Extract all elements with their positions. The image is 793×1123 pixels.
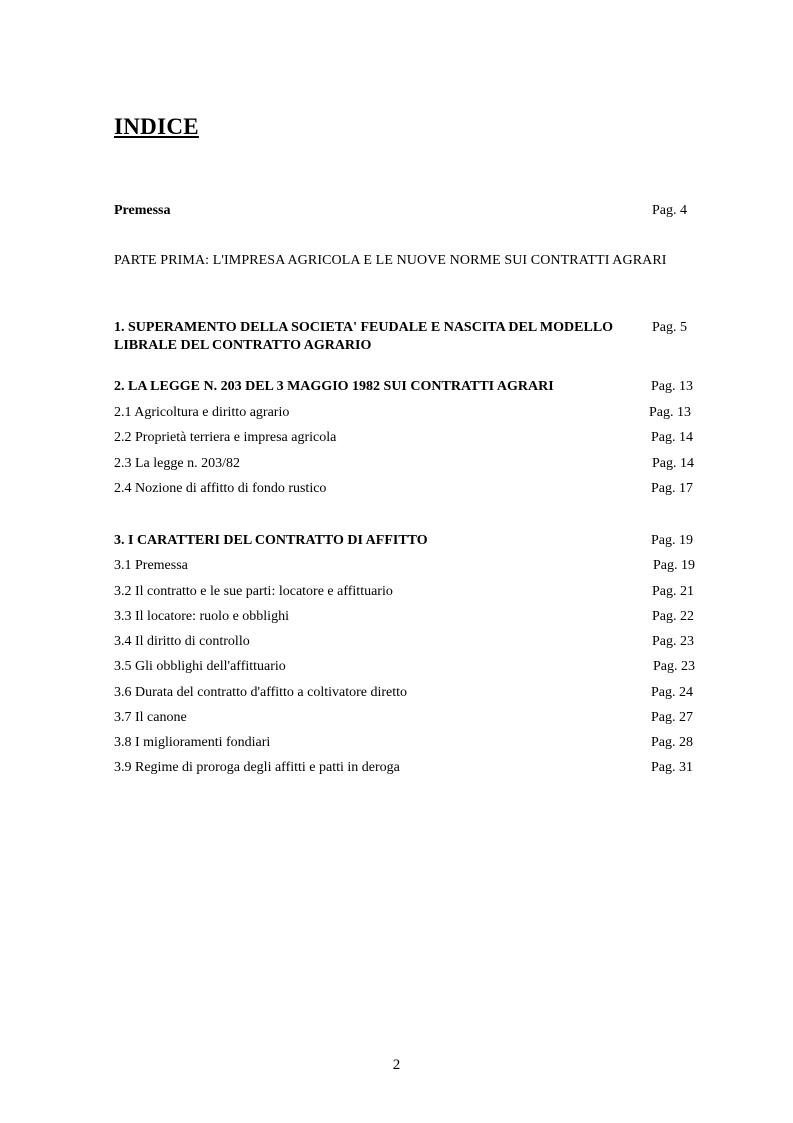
toc-entry-3-2: 3.2 Il contratto e le sue parti: locatore e affittuario: [114, 584, 393, 599]
toc-entry-3-9: 3.9 Regime di proroga degli affitti e patti in deroga: [114, 760, 400, 775]
toc-page-3-2: Pag. 21: [652, 584, 694, 599]
toc-page-2-1: Pag. 13: [649, 405, 691, 420]
section-1-line-1: 1. SUPERAMENTO DELLA SOCIETA' FEUDALE E NASCITA DEL MODELLO: [114, 320, 614, 335]
toc-page-3-3: Pag. 22: [652, 609, 694, 624]
toc-entry-3-4: 3.4 Il diritto di controllo: [114, 634, 250, 649]
toc-page-3-4: Pag. 23: [652, 634, 694, 649]
toc-page-section-1: Pag. 5: [652, 320, 687, 335]
section-1-line-2: LIBRALE DEL CONTRATTO AGRARIO: [114, 338, 372, 353]
toc-page-2-3: Pag. 14: [652, 456, 694, 471]
toc-entry-3-1: 3.1 Premessa: [114, 558, 188, 573]
toc-entry-2-2: 2.2 Proprietà terriera e impresa agricola: [114, 430, 337, 445]
toc-page-section-3: Pag. 19: [651, 533, 693, 548]
toc-page-2-2: Pag. 14: [651, 430, 693, 445]
toc-entry-section-1: [114, 319, 613, 355]
part-heading: PARTE PRIMA: L'IMPRESA AGRICOLA E LE NUOVE NORME SUI CONTRATTI AGRARI: [114, 253, 667, 268]
toc-page-2-4: Pag. 17: [651, 481, 693, 496]
toc-page-3-5: Pag. 23: [653, 659, 695, 674]
toc-entry-2-3: 2.3 La legge n. 203/82: [114, 456, 240, 471]
toc-entry-section-2: 2. LA LEGGE N. 203 DEL 3 MAGGIO 1982 SUI CONTRATTI AGRARI: [114, 379, 554, 394]
toc-entry-3-3: 3.3 Il locatore: ruolo e obblighi: [114, 609, 289, 624]
toc-entry-2-1: 2.1 Agricoltura e diritto agrario: [114, 405, 290, 420]
toc-entry-3-6: 3.6 Durata del contratto d'affitto a coltivatore diretto: [114, 685, 408, 700]
page-number: 2: [392, 1057, 401, 1073]
toc-page-premessa: Pag. 4: [652, 203, 687, 218]
toc-entry-section-3: 3. I CARATTERI DEL CONTRATTO DI AFFITTO: [114, 533, 428, 548]
toc-entry-2-4: 2.4 Nozione di affitto di fondo rustico: [114, 481, 327, 496]
toc-entry-3-5: 3.5 Gli obblighi dell'affittuario: [114, 659, 286, 674]
toc-page-3-9: Pag. 31: [651, 760, 693, 775]
toc-entry-premessa: Premessa: [114, 203, 171, 218]
toc-page-3-8: Pag. 28: [651, 735, 693, 750]
toc-page-section-2: Pag. 13: [651, 379, 693, 394]
toc-page-3-1: Pag. 19: [653, 558, 695, 573]
toc-page-3-7: Pag. 27: [651, 710, 693, 725]
toc-entry-3-7: 3.7 Il canone: [114, 710, 187, 725]
page-title: INDICE: [114, 114, 199, 139]
toc-entry-3-8: 3.8 I miglioramenti fondiari: [114, 735, 271, 750]
toc-page-3-6: Pag. 24: [651, 685, 693, 700]
